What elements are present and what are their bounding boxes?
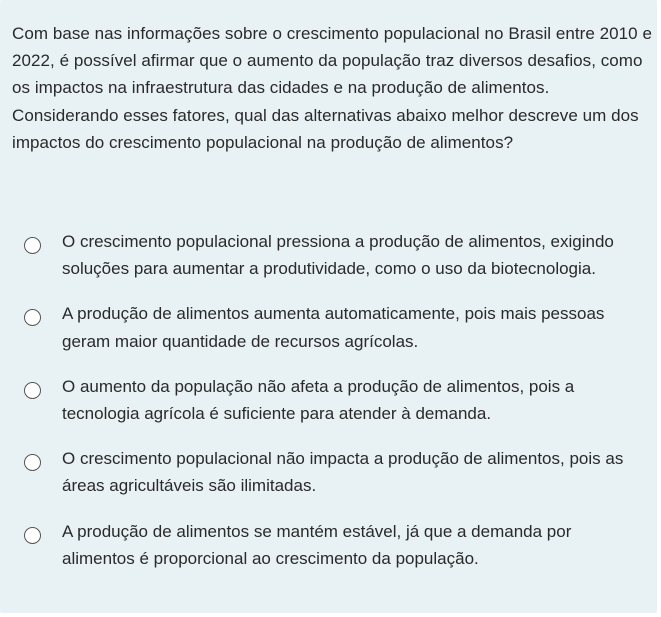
option-d[interactable]: [0, 445, 657, 499]
option-e[interactable]: [0, 518, 657, 572]
radio-button-a[interactable]: [24, 237, 41, 254]
question-text: Com base nas informações sobre o crescimento populacional no Brasil entre 2010 e 2022, é possível afirmar que o aumento da população traz diversos desafios, como os impactos na infraestrutura das cidades e na produção de alimentos. Considerando esses fatores, qual das alternativas abaixo melhor descreve um dos impactos do crescimento populacional na produção de alimentos?: [12, 24, 652, 152]
option-d-label: O crescimento populacional não impacta a produção de alimentos, pois as áreas agricultáveis são ilimitadas.: [62, 449, 624, 496]
option-b-label: A produção de alimentos aumenta automaticamente, pois mais pessoas geram maior quantidade de recursos agrícolas.: [62, 304, 605, 351]
option-a-label: O crescimento populacional pressiona a produção de alimentos, exigindo soluções para aumentar a produtividade, como o uso da biotecnologia.: [62, 232, 614, 279]
option-b[interactable]: [0, 300, 657, 354]
radio-button-e[interactable]: [24, 527, 41, 544]
option-c[interactable]: [0, 373, 657, 427]
radio-button-c[interactable]: [24, 382, 41, 399]
radio-button-d[interactable]: [24, 454, 41, 471]
answer-options: [0, 228, 657, 572]
radio-button-b[interactable]: [24, 309, 41, 326]
option-c-label: O aumento da população não afeta a produção de alimentos, pois a tecnologia agrícola é suficiente para atender à demanda.: [62, 376, 575, 424]
option-a[interactable]: [0, 228, 657, 282]
option-e-label: A produção de alimentos se mantém estável, já que a demanda por alimentos é proporcional ao crescimento da população.: [62, 521, 572, 568]
